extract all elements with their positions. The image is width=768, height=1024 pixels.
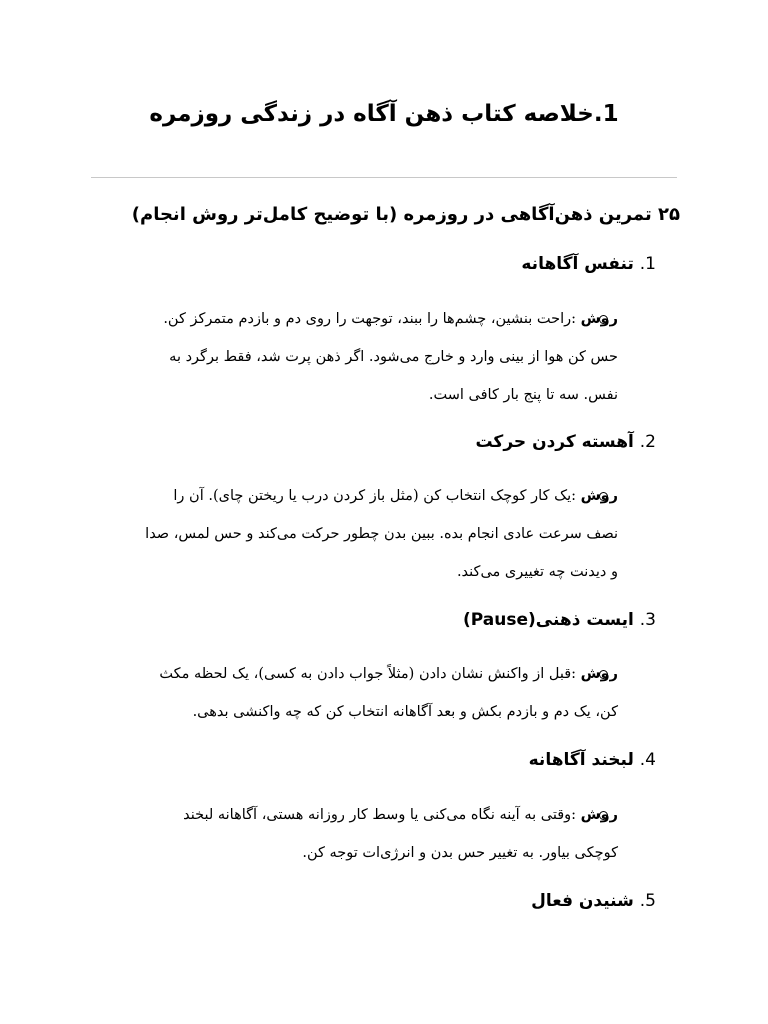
method-label: روش (580, 311, 618, 327)
exercise-number: 4. (639, 750, 656, 770)
method-label: روش (580, 807, 618, 823)
document-title: 1.خلاصه کتاب ذهن آگاه در زندگی روزمره (149, 101, 619, 127)
method-line (98, 300, 618, 338)
method-line: کن، یک دم و بازدم بکش و بعد آگاهانه انتخاب کن که چه واکنشی بدهی. (192, 704, 618, 720)
method-line (98, 477, 618, 515)
exercise-heading (521, 247, 656, 281)
method-label: روش (580, 666, 618, 682)
method-line: کوچکی بیاور. به تغییر حس بدن و انرژی‌ات توجه کن. (302, 845, 618, 861)
method-line: و دیدنت چه تغییری می‌کند. (456, 564, 618, 580)
exercise-method (98, 477, 618, 591)
exercise-number: 2. (639, 432, 656, 452)
title-divider (91, 177, 677, 178)
section-heading: ۲۵ تمرین ذهن‌آگاهی در روزمره (با توضیح کامل‌تر روش انجام) (131, 204, 680, 225)
exercise-number: 1. (639, 254, 656, 274)
method-line (98, 655, 618, 693)
exercise-heading (531, 884, 656, 918)
method-text: :وقتی به آینه نگاه می‌کنی یا وسط کار روزانه هستی، آگاهانه لبخند (183, 807, 577, 823)
exercise-title: شنیدن فعال (531, 891, 634, 911)
exercise-heading (475, 425, 656, 459)
exercise-number: 3. (639, 610, 656, 630)
method-label: روش (580, 488, 618, 504)
exercise-title: آهسته کردن حرکت (475, 432, 634, 452)
exercise-number: 5. (639, 891, 656, 911)
exercise-title: لبخند آگاهانه (528, 750, 634, 770)
method-line: حس کن هوا از بینی وارد و خارج می‌شود. اگر ذهن پرت شد، فقط برگرد به (169, 349, 618, 365)
exercise-heading (463, 603, 656, 637)
exercise-title: ایست ذهنی(Pause) (462, 610, 634, 630)
method-line: نصف سرعت عادی انجام بده. ببین بدن چطور حرکت می‌کند و حس لمس، صدا (145, 526, 618, 542)
method-text: :راحت بنشین، چشم‌ها را ببند، توجهت را روی دم و بازدم متمرکز کن. (163, 311, 577, 327)
exercise-method (98, 300, 618, 414)
exercise-method (98, 796, 618, 872)
exercise-title: تنفس آگاهانه (521, 254, 634, 274)
method-text: :یک کار کوچک انتخاب کن (مثل باز کردن درب یا ریختن چای). آن را (173, 488, 577, 504)
exercise-method (98, 655, 618, 731)
method-line: نفس. سه تا پنج بار کافی است. (428, 387, 618, 403)
method-text: :قبل از واکنش نشان دادن (مثلاً جواب دادن به کسی)، یک لحظه مکث (159, 666, 577, 682)
exercise-heading (529, 743, 656, 777)
method-line (98, 796, 618, 834)
